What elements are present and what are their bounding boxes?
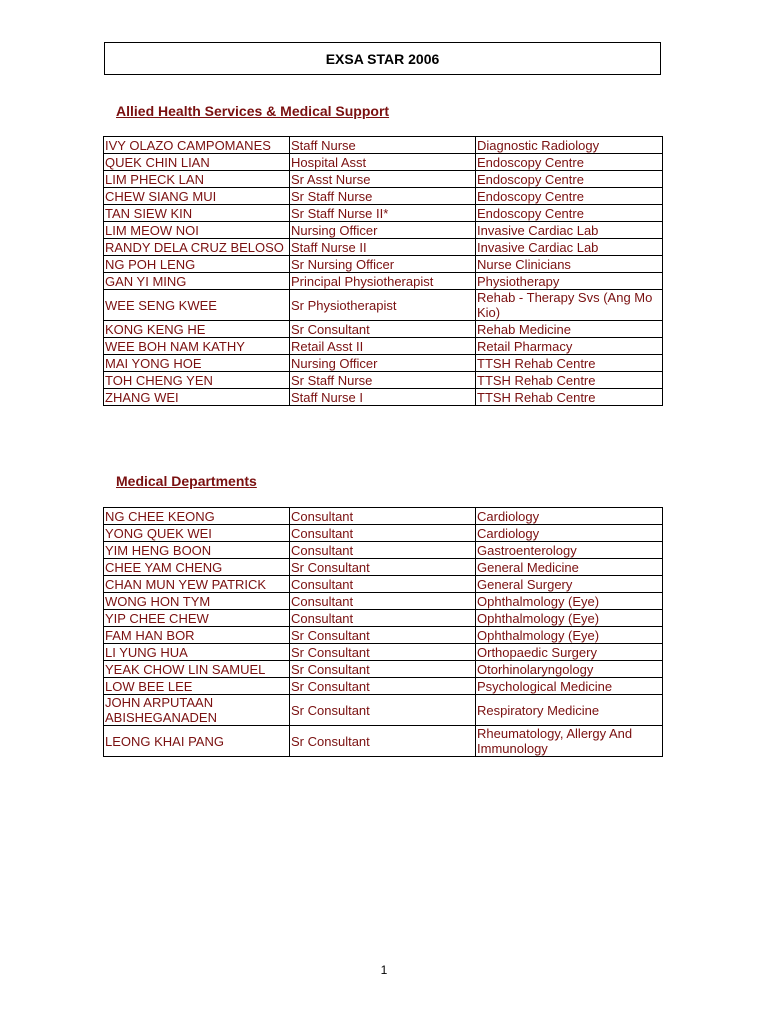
designation-cell: Retail Asst II (290, 338, 476, 355)
department-cell: Psychological Medicine (476, 678, 663, 695)
staff-name-cell: QUEK CHIN LIAN (104, 154, 290, 171)
designation-cell: Nursing Officer (290, 222, 476, 239)
staff-name-cell: RANDY DELA CRUZ BELOSO (104, 239, 290, 256)
designation-cell: Consultant (290, 576, 476, 593)
designation-cell: Sr Consultant (290, 644, 476, 661)
medical-departments-table-body (104, 508, 663, 757)
allied-health-table-body (104, 137, 663, 406)
section-heading-medical-departments: Medical Departments (116, 473, 257, 489)
department-cell: Ophthalmology (Eye) (476, 627, 663, 644)
department-cell: Cardiology (476, 508, 663, 525)
table-row (104, 222, 663, 239)
designation-cell: Staff Nurse I (290, 389, 476, 406)
table-row (104, 559, 663, 576)
table-row (104, 273, 663, 290)
table-row (104, 290, 663, 321)
designation-cell: Sr Asst Nurse (290, 171, 476, 188)
designation-cell: Sr Physiotherapist (290, 290, 476, 321)
department-cell: TTSH Rehab Centre (476, 355, 663, 372)
department-cell: Ophthalmology (Eye) (476, 593, 663, 610)
staff-name-cell: JOHN ARPUTAAN ABISHEGANADEN (104, 695, 290, 726)
table-row (104, 678, 663, 695)
table-row (104, 355, 663, 372)
department-cell: Endoscopy Centre (476, 171, 663, 188)
table-row (104, 256, 663, 273)
staff-name-cell: YIM HENG BOON (104, 542, 290, 559)
department-cell: Diagnostic Radiology (476, 137, 663, 154)
staff-name-cell: LEONG KHAI PANG (104, 726, 290, 757)
staff-name-cell: CHAN MUN YEW PATRICK (104, 576, 290, 593)
table-row (104, 239, 663, 256)
designation-cell: Sr Nursing Officer (290, 256, 476, 273)
table-row (104, 610, 663, 627)
table-row (104, 389, 663, 406)
department-cell: Respiratory Medicine (476, 695, 663, 726)
designation-cell: Sr Consultant (290, 726, 476, 757)
allied-health-table (103, 136, 663, 406)
table-row (104, 627, 663, 644)
table-row (104, 508, 663, 525)
table-row (104, 593, 663, 610)
designation-cell: Consultant (290, 525, 476, 542)
staff-name-cell: NG POH LENG (104, 256, 290, 273)
department-cell: Endoscopy Centre (476, 205, 663, 222)
department-cell: General Medicine (476, 559, 663, 576)
department-cell: Otorhinolaryngology (476, 661, 663, 678)
staff-name-cell: YIP CHEE CHEW (104, 610, 290, 627)
designation-cell: Sr Consultant (290, 661, 476, 678)
section-heading-allied-health: Allied Health Services & Medical Support (116, 103, 390, 119)
designation-cell: Staff Nurse II (290, 239, 476, 256)
staff-name-cell: ZHANG WEI (104, 389, 290, 406)
designation-cell: Sr Consultant (290, 678, 476, 695)
table-row (104, 205, 663, 222)
designation-cell: Sr Consultant (290, 627, 476, 644)
medical-departments-table (103, 507, 663, 757)
staff-name-cell: NG CHEE KEONG (104, 508, 290, 525)
department-cell: Gastroenterology (476, 542, 663, 559)
department-cell: Physiotherapy (476, 273, 663, 290)
designation-cell: Sr Consultant (290, 321, 476, 338)
designation-cell: Nursing Officer (290, 355, 476, 372)
staff-name-cell: WEE SENG KWEE (104, 290, 290, 321)
staff-name-cell: LIM PHECK LAN (104, 171, 290, 188)
table-row (104, 525, 663, 542)
table-row (104, 372, 663, 389)
designation-cell: Hospital Asst (290, 154, 476, 171)
designation-cell: Consultant (290, 542, 476, 559)
department-cell: Rheumatology, Allergy And Immunology (476, 726, 663, 757)
staff-name-cell: MAI YONG HOE (104, 355, 290, 372)
department-cell: Cardiology (476, 525, 663, 542)
department-cell: Rehab Medicine (476, 321, 663, 338)
staff-name-cell: FAM HAN BOR (104, 627, 290, 644)
designation-cell: Sr Staff Nurse II* (290, 205, 476, 222)
staff-name-cell: LOW BEE LEE (104, 678, 290, 695)
page-number: 1 (380, 963, 388, 977)
department-cell: Rehab - Therapy Svs (Ang Mo Kio) (476, 290, 663, 321)
department-cell: General Surgery (476, 576, 663, 593)
staff-name-cell: TOH CHENG YEN (104, 372, 290, 389)
staff-name-cell: WONG HON TYM (104, 593, 290, 610)
staff-name-cell: WEE BOH NAM KATHY (104, 338, 290, 355)
department-cell: Invasive Cardiac Lab (476, 222, 663, 239)
table-row (104, 171, 663, 188)
designation-cell: Sr Consultant (290, 695, 476, 726)
table-row (104, 321, 663, 338)
table-row (104, 726, 663, 757)
designation-cell: Consultant (290, 610, 476, 627)
staff-name-cell: YONG QUEK WEI (104, 525, 290, 542)
department-cell: Ophthalmology (Eye) (476, 610, 663, 627)
table-row (104, 661, 663, 678)
designation-cell: Staff Nurse (290, 137, 476, 154)
staff-name-cell: TAN SIEW KIN (104, 205, 290, 222)
table-row (104, 695, 663, 726)
designation-cell: Sr Consultant (290, 559, 476, 576)
department-cell: TTSH Rehab Centre (476, 372, 663, 389)
staff-name-cell: LIM MEOW NOI (104, 222, 290, 239)
table-row (104, 644, 663, 661)
staff-name-cell: GAN YI MING (104, 273, 290, 290)
staff-name-cell: LI YUNG HUA (104, 644, 290, 661)
table-row (104, 338, 663, 355)
designation-cell: Sr Staff Nurse (290, 372, 476, 389)
staff-name-cell: CHEW SIANG MUI (104, 188, 290, 205)
staff-name-cell: KONG KENG HE (104, 321, 290, 338)
table-row (104, 188, 663, 205)
table-row (104, 137, 663, 154)
designation-cell: Consultant (290, 508, 476, 525)
staff-name-cell: YEAK CHOW LIN SAMUEL (104, 661, 290, 678)
staff-name-cell: IVY OLAZO CAMPOMANES (104, 137, 290, 154)
staff-name-cell: CHEE YAM CHENG (104, 559, 290, 576)
designation-cell: Sr Staff Nurse (290, 188, 476, 205)
table-row (104, 576, 663, 593)
document-title: EXSA STAR 2006 (325, 50, 440, 67)
department-cell: Endoscopy Centre (476, 188, 663, 205)
document-title-box (104, 42, 661, 75)
table-row (104, 542, 663, 559)
designation-cell: Consultant (290, 593, 476, 610)
department-cell: Orthopaedic Surgery (476, 644, 663, 661)
department-cell: Endoscopy Centre (476, 154, 663, 171)
department-cell: Nurse Clinicians (476, 256, 663, 273)
department-cell: Retail Pharmacy (476, 338, 663, 355)
department-cell: Invasive Cardiac Lab (476, 239, 663, 256)
designation-cell: Principal Physiotherapist (290, 273, 476, 290)
table-row (104, 154, 663, 171)
department-cell: TTSH Rehab Centre (476, 389, 663, 406)
